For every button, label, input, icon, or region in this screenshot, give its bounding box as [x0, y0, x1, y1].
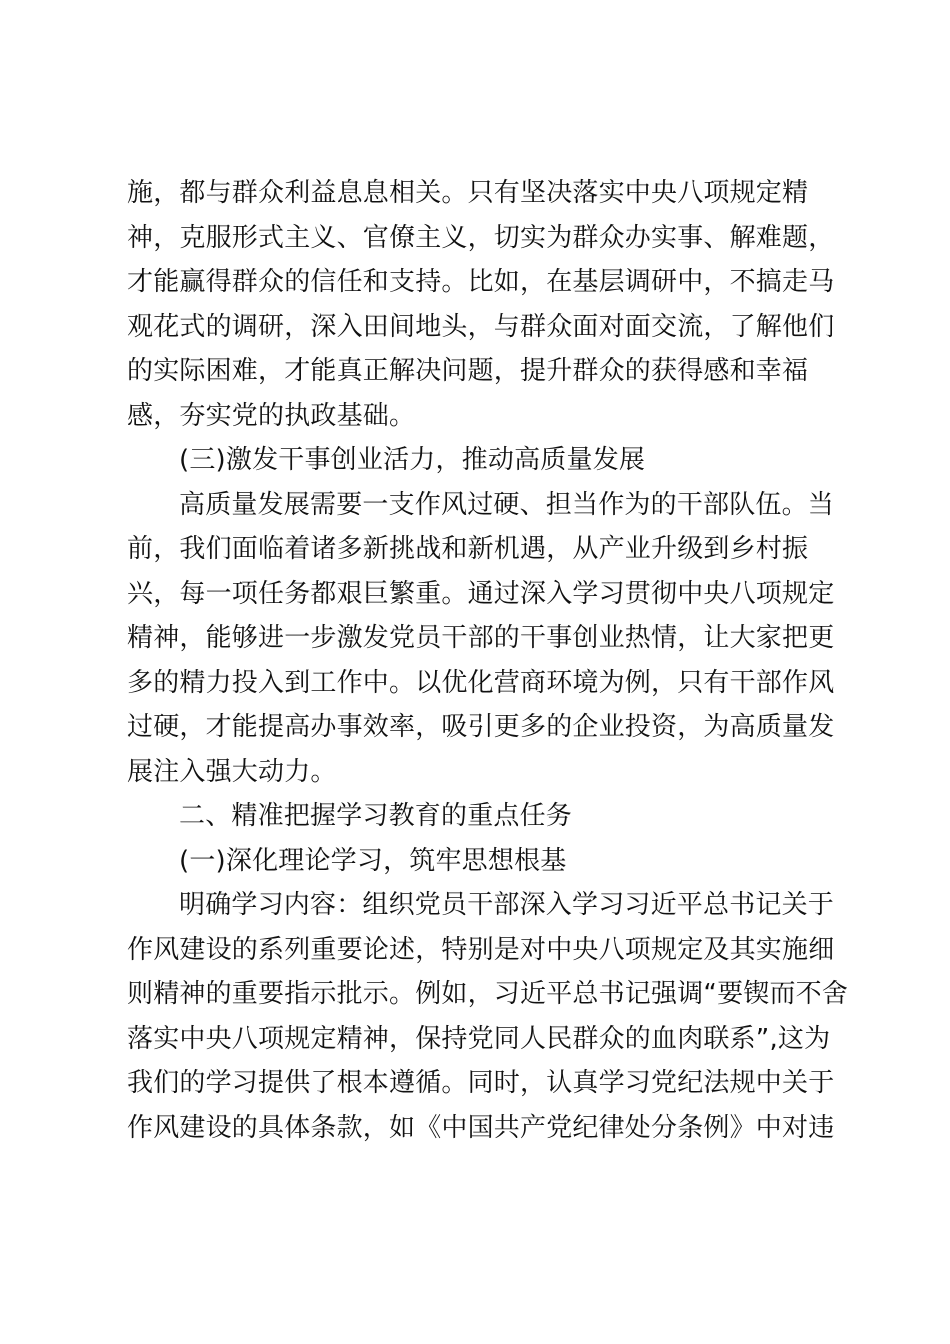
- text-line: 作风建设的系列重要论述，特别是对中央八项规定及其实施细: [127, 934, 835, 965]
- text-line: 多的精力投入到工作中。以优化营商环境为例，只有干部作风: [127, 667, 835, 698]
- text-line: 作风建设的具体条款，如《中国共产党纪律处分条例》中对违: [127, 1112, 835, 1143]
- paragraph-start: 高质量发展需要一支作风过硬、担当作为的干部队伍。当: [179, 489, 835, 520]
- text-line: 观花式的调研，深入田间地头，与群众面对面交流，了解他们: [127, 311, 835, 342]
- text-line: 的实际困难，才能真正解决问题，提升群众的获得感和幸福: [127, 356, 809, 386]
- text-line: 过硬，才能提高办事效率，吸引更多的企业投资，为高质量发: [127, 712, 835, 742]
- text-line: 落实中央八项规定精神，保持党同人民群众的血肉联系”,这为: [127, 1023, 831, 1054]
- text-line: 才能赢得群众的信任和支持。比如，在基层调研中，不搞走马: [127, 267, 835, 297]
- text-line: 感，夯实党的执政基础。: [127, 400, 416, 431]
- chapter-heading: 二、精准把握学习教育的重点任务: [179, 801, 573, 831]
- text-line: 神，克服形式主义、官僚主义，切实为群众办实事、解难题，: [127, 222, 835, 253]
- section-heading: (一)深化理论学习，筑牢思想根基: [179, 845, 567, 876]
- paragraph-start: 明确学习内容：组织党员干部深入学习习近平总书记关于: [179, 890, 835, 920]
- text-line: 兴，每一项任务都艰巨繁重。通过深入学习贯彻中央八项规定: [127, 578, 835, 609]
- section-heading: (三)激发干事创业活力，推动高质量发展: [179, 445, 646, 475]
- text-line: 则精神的重要指示批示。例如，习近平总书记强调“要锲而不舍: [127, 979, 849, 1009]
- text-line: 施，都与群众利益息息相关。只有坚决落实中央八项规定精: [127, 178, 809, 208]
- document-body: [127, 171, 849, 1150]
- text-line: 前，我们面临着诸多新挑战和新机遇，从产业升级到乡村振: [127, 534, 809, 564]
- text-line: 展注入强大动力。: [127, 756, 337, 787]
- text-line: 精神，能够进一步激发党员干部的干事创业热情，让大家把更: [127, 623, 835, 653]
- text-line: 我们的学习提供了根本遵循。同时，认真学习党纪法规中关于: [127, 1068, 835, 1098]
